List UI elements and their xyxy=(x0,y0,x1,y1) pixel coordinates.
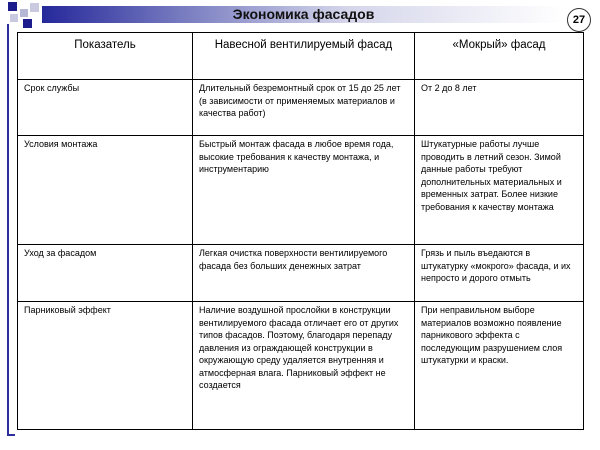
cell-ventilated: Наличие воздушной прослойки в конструкции вентилируемого фасада отличает его от других типов фасадов. Поэтому, благодаря перепаду давления из ограждающей конструкции в окружающую среду удаляется внутренняя и атмосферная влага. Парниковый эффект не создается xyxy=(193,302,415,430)
cell-indicator: Уход за фасадом xyxy=(18,245,193,302)
header-indicator: Показатель xyxy=(18,33,193,80)
decor-square xyxy=(10,14,18,22)
table-row xyxy=(18,136,584,245)
comparison-table xyxy=(17,32,584,430)
cell-ventilated: Легкая очистка поверхности вентилируемого фасада без больших денежных затрат xyxy=(193,245,415,302)
bottom-rule xyxy=(7,434,15,436)
decor-square xyxy=(20,9,28,17)
cell-indicator: Срок службы xyxy=(18,80,193,136)
cell-wet: Грязь и пыль въедаются в штукатурку «мокрого» фасада, и их непросто и дорого отмыть xyxy=(415,245,584,302)
decor-square xyxy=(23,19,32,28)
table-header-row xyxy=(18,33,584,80)
table-row xyxy=(18,80,584,136)
cell-ventilated: Быстрый монтаж фасада в любое время года, высокие требования к качеству монтажа, и инструментарию xyxy=(193,136,415,245)
header-ventilated-facade: Навесной вентилируемый фасад xyxy=(193,33,415,80)
table-row xyxy=(18,245,584,302)
decor-square xyxy=(30,3,39,12)
header-wet-facade: «Мокрый» фасад xyxy=(415,33,584,80)
page-number-badge: 27 xyxy=(567,8,591,32)
cell-indicator: Условия монтажа xyxy=(18,136,193,245)
cell-ventilated: Длительный безремонтный срок от 15 до 25 лет (в зависимости от применяемых материалов и качества работ) xyxy=(193,80,415,136)
cell-wet: Штукатурные работы лучше проводить в летний сезон. Зимой данные работы требуют дополнительных материальных и временных затрат. Более низкие требования к качеству монтажа xyxy=(415,136,584,245)
cell-wet: При неправильном выборе материалов возможно появление парникового эффекта с последующим разрушением слоя штукатурки и краски. xyxy=(415,302,584,430)
side-rule xyxy=(7,24,9,434)
decor-square xyxy=(8,2,17,11)
table-row xyxy=(18,302,584,430)
cell-wet: От 2 до 8 лет xyxy=(415,80,584,136)
page-title: Экономика фасадов xyxy=(232,6,375,22)
cell-indicator: Парниковый эффект xyxy=(18,302,193,430)
